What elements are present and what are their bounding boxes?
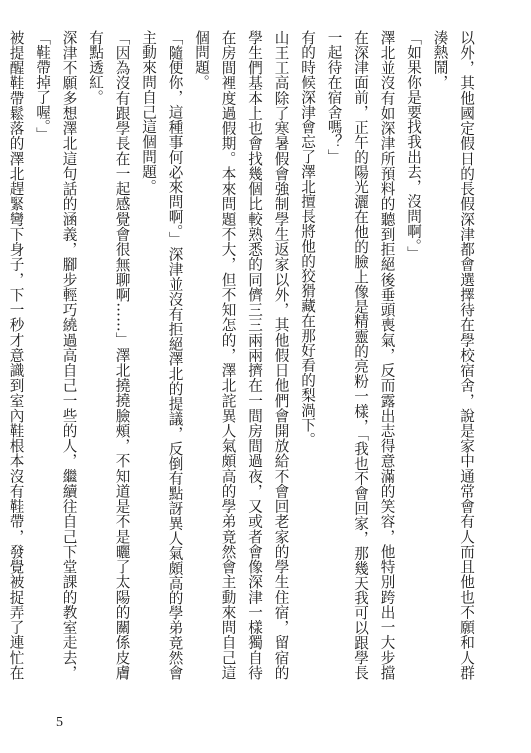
paragraph: 「因為沒有跟學長在一起感覺會很無聊啊……」澤北撓撓臉頰，不知道是不是曬了太陽的關係皮膚有點透紅。 [87, 30, 131, 680]
paragraph: 被提醒鞋帶鬆落的澤北趕緊彎下身子，下一秒才意識到室內鞋根本沒有鞋帶，發覺被捉弄了連忙在 [7, 30, 25, 680]
paragraph: 以外，其他國定假日的長假深津都會選擇待在學校宿舍，說是家中通常會有人而且他也不願和人群湊熱鬧， [431, 30, 475, 680]
paragraph: 深津不願多想澤北這句話的涵義，腳步輕巧繞過高自己一些的人，繼續往自己下堂課的教室走去，「鞋帶掉了喔。」 [34, 30, 78, 680]
paragraph: 有的時候深津會忘了澤北擅長將他的狡猾藏在那好看的梨渦下。 [299, 30, 316, 448]
main-text-column [0, 30, 479, 680]
page-number: 5 [56, 715, 63, 730]
paragraph: 澤北並沒有如深津所預料的聽到拒絕後垂頭喪氣，反而露出志得意滿的笑容，他特別跨出一大步擋在深津面前，正午的陽光灑在他的臉上像是精靈的亮粉一樣，「我也不會回家，那幾天我可以跟學長一起待在宿舍嗎？」 [325, 30, 396, 680]
paragraph: 山王工高除了寒暑假會強制學生返家以外，其他假日他們會開放給不會回老家的學生住宿，留宿的學生們基本上也會找幾個比較熟悉的同儕三三兩兩擠在一間房間過夜，又或者會像深津一樣獨自待在房間裡度過假期。本來問題不大，但不知怎的，澤北詫異人氣頗高的學弟竟然會主動來問自己這個問題。 [193, 30, 290, 680]
paragraph: 「隨便你，這種事何必來問啊。」深津並沒有拒絕澤北的提議，反倒有點訝異人氣頗高的學弟竟然會主動來問自己這個問題。 [140, 30, 184, 680]
paragraph: 「如果你是要找我出去，沒問啊。」 [405, 30, 422, 262]
